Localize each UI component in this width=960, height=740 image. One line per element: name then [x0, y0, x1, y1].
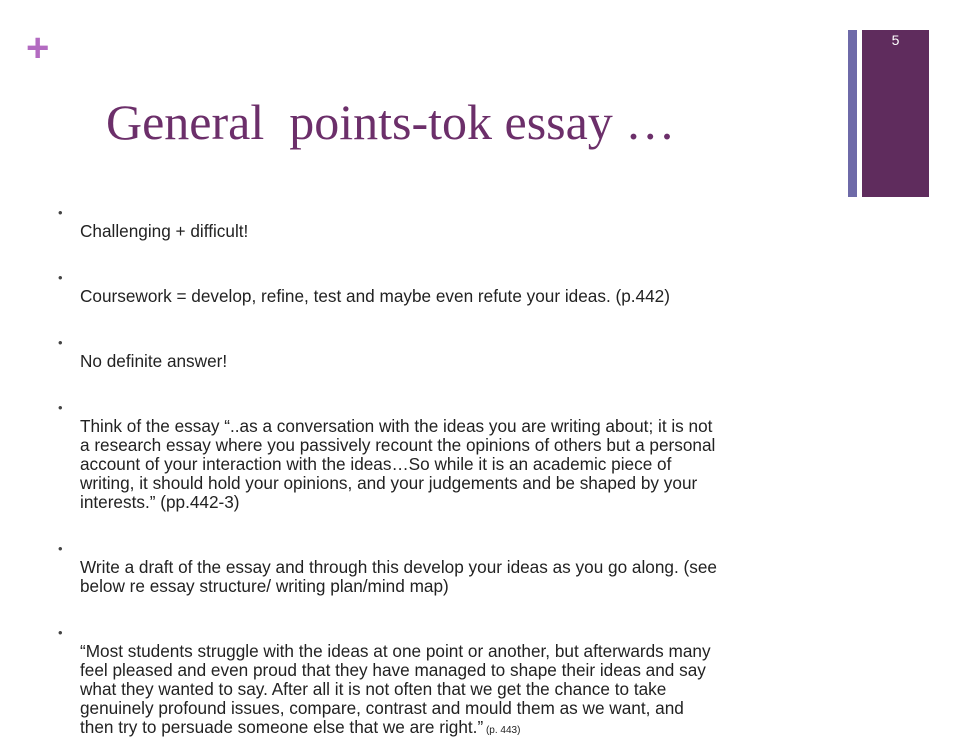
- bullet-icon: •: [58, 541, 63, 556]
- bullet-icon: •: [58, 270, 63, 285]
- slide-title: General points-tok essay …: [106, 94, 676, 150]
- bullet-text: Think of the essay “..as a conversation with the ideas you are writing about; it is not a research essay where you passively recount the opinions of others but a personal account of your interaction with the ideas…So while it is an academic piece of writing, it should hold your opinions, and your judgements and be shaped by your interests.” (pp.442-3): [80, 416, 716, 512]
- bullet-text: “Most students struggle with the ideas at one point or another, but afterwards many feel pleased and even proud that they have managed to shape their ideas and say what they wanted to say. After all it is not often that we get the chance to take genuinely profound issues, compare, contrast and mould them as we want, and then try to persuade someone else that we are right.”: [80, 641, 711, 737]
- bullet-icon: •: [58, 335, 63, 350]
- bullet-icon: •: [58, 205, 63, 220]
- bullet-item: [58, 203, 898, 241]
- bullet-item: [58, 623, 898, 740]
- accent-bar-thin: [848, 30, 857, 197]
- bullet-text: No definite answer!: [80, 351, 228, 371]
- bullet-text: Write a draft of the essay and through this develop your ideas as you go along. (see below re essay structure/ writing plan/mind map): [80, 557, 717, 596]
- accent-bar-wide: [862, 30, 929, 197]
- bullet-item: [58, 268, 898, 306]
- bullet-text: Challenging + difficult!: [80, 221, 249, 241]
- plus-icon: +: [26, 26, 50, 70]
- slide-number: 5: [891, 32, 900, 48]
- bullet-item: [58, 398, 898, 512]
- bullet-item: [58, 539, 898, 596]
- bullet-icon: •: [58, 625, 63, 640]
- bullet-list: [58, 200, 898, 740]
- bullet-text: Coursework = develop, refine, test and maybe even refute your ideas. (p.442): [80, 286, 670, 306]
- bullet-citation: (p. 443): [483, 725, 521, 736]
- bullet-item: [58, 333, 898, 371]
- bullet-icon: •: [58, 400, 63, 415]
